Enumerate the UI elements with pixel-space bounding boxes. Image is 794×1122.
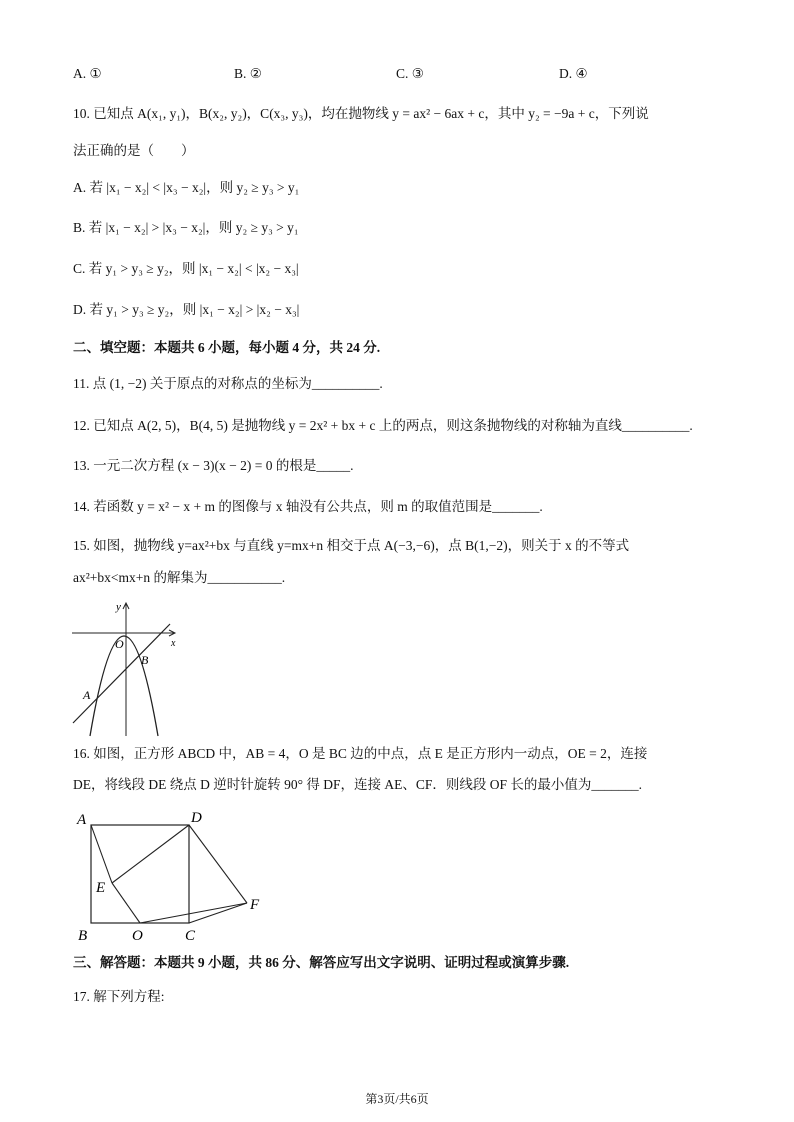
q16-label-c: C	[185, 928, 196, 944]
q12-text: 12. 已知点 A(2, 5)，B(4, 5) 是抛物线 y = 2x² + bx + c 上的两点，则这条抛物线的对称轴为直线__________.	[73, 418, 693, 433]
q16-line1: 16. 如图，正方形 ABCD 中，AB = 4，O 是 BC 边的中点，点 E 是正方形内一动点，OE = 2，连接	[73, 746, 648, 761]
q16-square-abcd	[91, 825, 189, 923]
q16-label-b: B	[78, 928, 88, 944]
q9-option-c: C. ③	[396, 66, 424, 81]
q9-option-d: D. ④	[559, 66, 588, 81]
q16-label-o: O	[132, 928, 143, 944]
q16-segment-df	[189, 825, 247, 903]
q14-text: 14. 若函数 y = x² − x + m 的图像与 x 轴没有公共点，则 m 的取值范围是_______.	[73, 499, 543, 514]
q10-option-b: B. 若 |x₁ − x₂| > |x₃ − x₂|，则 y₂ ≥ y₃ > y₁	[73, 220, 299, 235]
q9-option-b: B. ②	[234, 66, 262, 81]
q13-text: 13. 一元二次方程 (x − 3)(x − 2) = 0 的根是_____.	[73, 458, 354, 473]
page-footer: 第3页/共6页	[365, 1092, 429, 1106]
q16-label-f: F	[250, 897, 260, 913]
q10-option-c: C. 若 y₁ > y₃ ≥ y₂，则 |x₁ − x₂| < |x₂ − x₃|	[73, 261, 299, 276]
q16-segment-of	[140, 903, 247, 923]
q10-option-a: A. 若 |x₁ − x₂| < |x₃ − x₂|，则 y₂ ≥ y₃ > y₁	[73, 180, 300, 195]
q16-line2: DE，将线段 DE 绕点 D 逆时针旋转 90° 得 DF，连接 AE、CF．则线段 OF 长的最小值为_______.	[73, 777, 643, 792]
q16-label-d: D	[191, 810, 202, 826]
q15-figure	[70, 598, 185, 738]
q15-parabola	[90, 636, 158, 736]
q10-option-d: D. 若 y₁ > y₃ ≥ y₂，则 |x₁ − x₂| > |x₂ − x₃|	[73, 302, 300, 317]
q15-line2: ax²+bx<mx+n 的解集为___________.	[73, 570, 286, 585]
q16-label-a: A	[77, 812, 87, 828]
q15-label-x: x	[171, 638, 176, 649]
q15-label-o: O	[115, 637, 124, 651]
q11-text: 11. 点 (1, −2) 关于原点的对称点的坐标为__________.	[73, 376, 383, 391]
q9-option-a: A. ①	[73, 66, 102, 81]
q17-text: 17. 解下列方程:	[73, 989, 165, 1004]
q16-segment-oe	[112, 883, 140, 923]
q15-label-b: B	[141, 653, 149, 667]
q16-segment-ae	[91, 825, 112, 883]
q10-stem-line1: 10. 已知点 A(x₁, y₁)，B(x₂, y₂)，C(x₃, y₃)，均在抛物线 y = ax² − 6ax + c，其中 y₂ = −9a + c，下列说	[73, 106, 649, 121]
section2-heading: 二、填空题：本题共 6 小题，每小题 4 分，共 24 分.	[73, 340, 381, 355]
q15-label-y: y	[116, 601, 121, 613]
q16-figure	[72, 806, 272, 946]
q16-segment-de	[112, 825, 189, 883]
q16-label-e: E	[96, 880, 106, 896]
q16-segment-cf	[189, 903, 247, 923]
q10-stem-line2: 法正确的是（ ）	[73, 143, 195, 158]
q15-label-a: A	[83, 688, 91, 702]
q15-line1: 15. 如图，抛物线 y=ax²+bx 与直线 y=mx+n 相交于点 A(−3,−6)，点 B(1,−2)，则关于 x 的不等式	[73, 538, 630, 553]
section3-heading: 三、解答题：本题共 9 小题，共 86 分、解答应写出文字说明、证明过程或演算步骤.	[73, 955, 570, 970]
